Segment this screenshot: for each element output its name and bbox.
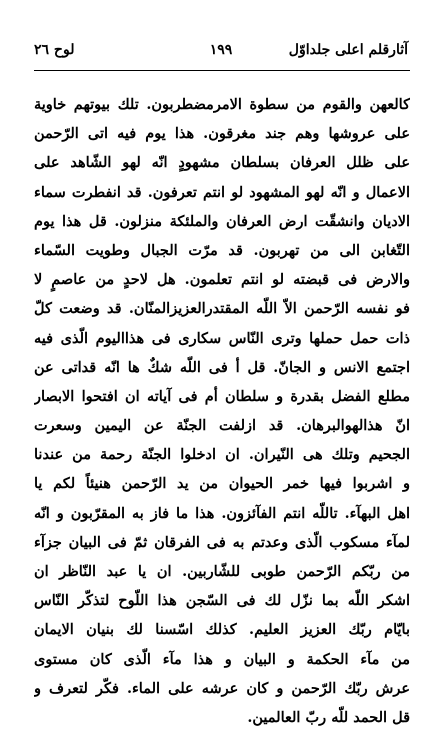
- text-line: ذات حمل حملها وترى النّاس سكارى فى هذااليوم الّذى فيه: [34, 329, 410, 347]
- text-line: والارض فى قبضته لو انتم تعلمون. هل لاحدٍ من عاصمٍ لا: [34, 271, 410, 289]
- text-line: التّغابن الى من تهربون. قد مرّت الجبال وطويت السّماء: [34, 241, 410, 259]
- text-line: قل الحمد للّه ربّ العالمين.: [247, 708, 410, 726]
- running-header: [34, 42, 408, 66]
- text-line: من ربّكم الرّحمن طوبى للشّاربين. ان يا عبد النّاظر ان: [34, 563, 410, 580]
- text-line: على عروشها وهم جند مغرقون. هذا يوم فيه اتى الرّحمن: [34, 125, 410, 143]
- text-line: الاعمال و انّه لهو المشهود لو انتم تعرفون. قد انفطرت سماء: [34, 183, 410, 201]
- text-line: لمآء مسكوب الّذى وعدتم به فى الفرقان ثمّ فى البيان جزآء: [34, 533, 410, 551]
- text-line: اهل البهآء. تاللّه انتم الفآئزون. هذا ما فاز به المقرّبون و انّه: [34, 504, 410, 522]
- text-line: الاديان وانشقّت ارض العرفان والملئكة منزلون. قل هذا يوم: [34, 212, 410, 230]
- text-line: انّ هذالهوالبرهان. قد ازلفت الجنّة عن اليمين وسعرت: [34, 417, 410, 435]
- body-text: [34, 90, 410, 732]
- text-line: من مآء الحكمة و البيان و هذا مآء الّذى كان مستوى: [34, 650, 410, 668]
- text-line: كالعهن والقوم من سطوة الامرمضطربون. تلك بيوتهم خاوية: [34, 96, 410, 113]
- page-number: ١٩٩: [209, 42, 233, 58]
- text-line: على ظلل العرفان بسلطان مشهودٍ انّه لهو الشّاهد على: [34, 154, 410, 172]
- text-line: و اشربوا فيها خمر الحيوان من يد الرّحمن هنيئاً لكم يا: [34, 475, 410, 493]
- text-line: مطلع الفضل بقدرة و سلطان أم فى آياته ان افتحوا الابصار: [34, 387, 410, 405]
- tablet-label: لوح ٢٦: [34, 42, 75, 58]
- book-title: آثارقلم اعلى جلداوّل: [288, 42, 408, 58]
- text-line: بايّام ربّك العزيز العليم. كذلك اسّسنا لك بنيان الايمان: [34, 621, 410, 639]
- text-line: فو نفسه الرّحمن الاّ اللّه المقتدرالعزيزالمنّان. قد وضعت كلّ: [34, 300, 410, 318]
- text-line: عرش ربّك الرّحمن و كان عرشه على الماء. فكّر لتعرف و: [34, 679, 410, 697]
- text-line: اشكر اللّه بما نزّل لك فى السّجن هذا اللّوح لتذكّر النّاس: [34, 592, 410, 610]
- text-line: اجتمع الانس و الجانّ. قل أ فى اللّه شكٌ ها انّه قداتى عن: [34, 358, 410, 376]
- text-line: الجحيم وتلك هى النّيران. ان ادخلوا الجنّة رحمة من عندنا: [34, 446, 410, 464]
- header-rule: [34, 70, 410, 71]
